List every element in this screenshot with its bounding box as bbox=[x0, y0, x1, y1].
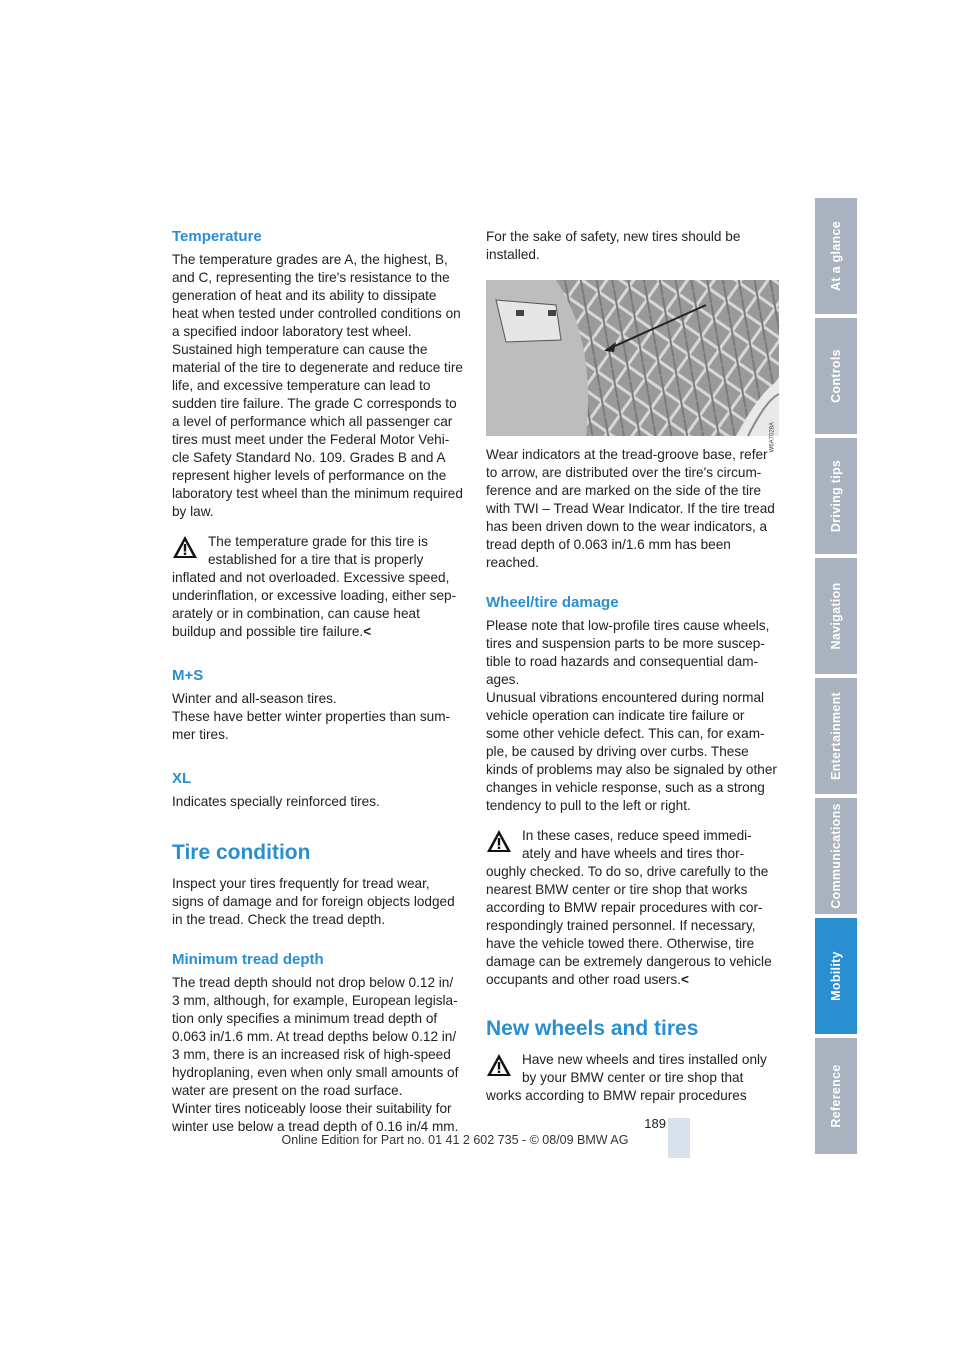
tire-condition-heading: Tire condition bbox=[172, 841, 311, 864]
damage-heading: Wheel/tire damage bbox=[486, 594, 619, 611]
temperature-warning-rest: inflated and not overloaded. Excessive speed, underinflation, or excessive loading, either sep-arately or in combination, can cause heat buildup and possible tire failure. bbox=[172, 570, 457, 639]
right-column bbox=[486, 228, 778, 1105]
warning-triangle-icon bbox=[486, 829, 512, 853]
page-number: 189 bbox=[644, 1116, 666, 1131]
min-tread-heading: Minimum tread depth bbox=[172, 951, 324, 968]
new-wheels-warning-rest: works according to BMW repair procedures bbox=[486, 1088, 747, 1103]
damage-paragraph-2: Unusual vibrations encountered during normal vehicle operation can indicate tire failure or some other vehicle defect. This can, for exam-ple, be caused by driving over curbs. These kinds of problems may also be signaled by other changes in vehicle response, such as a strong tendency to pull to the left or right. bbox=[486, 690, 777, 813]
tab-controls[interactable]: Controls bbox=[815, 318, 857, 434]
end-mark: < bbox=[680, 972, 689, 987]
tire-tread-figure bbox=[486, 280, 779, 453]
tab-mobility[interactable]: Mobility bbox=[815, 918, 857, 1034]
min-tread-paragraph: The tread depth should not drop below 0.12 in/ 3 mm, although, for example, European legisla-tion only specifies a minimum tread depth of 0.063 in/1.6 mm. At tread depths below 0.12 in/ 3 mm, there is an increased risk of high-speed hydroplaning, even when only small amounts of water are present on the road surface. bbox=[172, 975, 459, 1098]
left-column bbox=[172, 228, 464, 1136]
warning-triangle-icon bbox=[486, 1053, 512, 1077]
temperature-heading: Temperature bbox=[172, 228, 262, 245]
safety-paragraph: For the sake of safety, new tires should be installed. bbox=[486, 229, 741, 262]
chapter-tabs bbox=[815, 198, 857, 1158]
ms-heading: M+S bbox=[172, 667, 204, 684]
temperature-warning-first: The temperature grade for this tire is established for a tire that is properly bbox=[208, 534, 428, 567]
damage-warning bbox=[486, 827, 778, 989]
ms-paragraph-2: These have better winter properties than sum-mer tires. bbox=[172, 709, 451, 742]
end-mark: < bbox=[363, 624, 372, 639]
tire-illustration bbox=[486, 280, 779, 436]
temperature-warning bbox=[172, 533, 464, 641]
tab-reference[interactable]: Reference bbox=[815, 1038, 857, 1154]
min-tread-paragraph-2: Winter tires noticeably loose their suitability for winter use below a tread depth of 0.16 in/4 mm. bbox=[172, 1101, 459, 1134]
xl-paragraph: Indicates specially reinforced tires. bbox=[172, 794, 380, 809]
wear-indicator-paragraph: Wear indicators at the tread-groove base, refer to arrow, are distributed over the tire's circum-ference and are marked on the side of the tire with TWI – Tread Wear Indicator. If the tire tread has been driven down to the wear indicators, a tread depth of 0.063 in/1.6 mm has been reached. bbox=[486, 447, 775, 570]
tab-navigation[interactable]: Navigation bbox=[815, 558, 857, 674]
damage-warning-first: In these cases, reduce speed immedi-ately and have wheels and tires thor- bbox=[522, 828, 752, 861]
ms-paragraph: Winter and all-season tires. bbox=[172, 691, 337, 706]
damage-paragraph-1: Please note that low-profile tires cause wheels, tires and suspension parts to be more suscep-tible to road hazards and consequential dam-ages. bbox=[486, 618, 770, 687]
xl-heading: XL bbox=[172, 770, 192, 787]
tab-at-a-glance[interactable]: At a glance bbox=[815, 198, 857, 314]
footer-text: Online Edition for Part no. 01 41 2 602 735 - © 08/09 BMW AG bbox=[281, 1133, 629, 1147]
new-wheels-warning bbox=[486, 1051, 778, 1105]
tab-driving-tips[interactable]: Driving tips bbox=[815, 438, 857, 554]
new-wheels-warning-first: Have new wheels and tires installed only by your BMW center or tire shop that bbox=[522, 1052, 767, 1085]
damage-warning-rest: oughly checked. To do so, drive carefully to the nearest BMW center or tire shop that works according to BMW repair procedures with cor-respondingly trained personnel. If necessary, have the vehicle towed there. Otherwise, tire damage can be extremely dangerous to vehicle occupants and other road users. bbox=[486, 864, 772, 987]
figure-code: W6A7028A bbox=[769, 422, 775, 453]
tab-communications[interactable]: Communications bbox=[815, 798, 857, 914]
tire-condition-paragraph: Inspect your tires frequently for tread wear, signs of damage and for foreign objects lodged in the tread. Check the tread depth. bbox=[172, 876, 455, 927]
warning-triangle-icon bbox=[172, 535, 198, 559]
tab-entertainment[interactable]: Entertainment bbox=[815, 678, 857, 794]
new-wheels-heading: New wheels and tires bbox=[486, 1017, 699, 1040]
temperature-paragraph: The temperature grades are A, the highest, B, and C, representing the tire's resistance to the generation of heat and its ability to dissipate heat when tested under controlled conditions on a specified indoor laboratory test wheel. Sustained high temperature can cause the material of the tire to degenerate and reduce tire life, and excessive temperature can lead to sudden tire failure. The grade C corresponds to a level of performance which all passenger car tires must meet under the Federal Motor Vehi-cle Safety Standard No. 109. Grades B and A represent higher levels of performance on the laboratory test wheel than the minimum required by law. bbox=[172, 252, 463, 519]
